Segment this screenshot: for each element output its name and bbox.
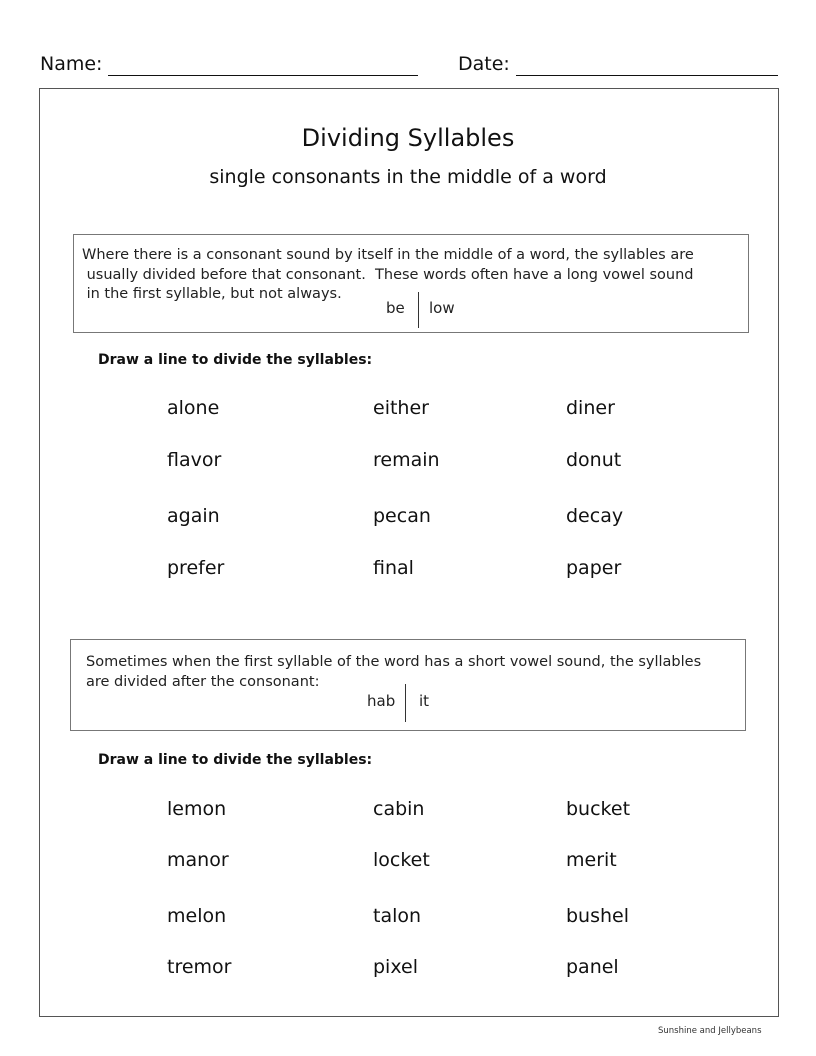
name-label: Name: xyxy=(40,53,103,75)
practice-word[interactable]: remain xyxy=(373,449,440,471)
practice-word[interactable]: either xyxy=(373,397,429,419)
practice-word[interactable]: merit xyxy=(566,849,617,871)
rule-text xyxy=(82,246,742,305)
practice-word[interactable]: pixel xyxy=(373,956,418,978)
rule-line: Where there is a consonant sound by itself in the middle of a word, the syllables are xyxy=(82,247,694,263)
date-line[interactable] xyxy=(516,55,778,76)
date-label: Date: xyxy=(458,53,510,75)
date-field xyxy=(458,52,778,76)
practice-word[interactable]: final xyxy=(373,557,414,579)
practice-word[interactable]: bucket xyxy=(566,798,631,820)
worksheet-border xyxy=(39,88,779,1017)
rule-line: in the first syllable, but not always. xyxy=(82,286,342,302)
practice-word[interactable]: paper xyxy=(566,557,622,579)
practice-word[interactable]: alone xyxy=(167,397,220,419)
syllable-divider-line xyxy=(418,292,419,328)
practice-word[interactable]: tremor xyxy=(167,956,232,978)
credit-footer: Sunshine and Jellybeans xyxy=(658,1026,762,1036)
practice-word[interactable]: decay xyxy=(566,505,624,527)
instruction-heading: Draw a line to divide the syllables: xyxy=(98,752,373,768)
rule-box-after-consonant xyxy=(70,639,746,731)
example-syllable-1: be xyxy=(386,299,405,317)
name-field xyxy=(40,52,418,76)
rule-text xyxy=(86,653,736,692)
page-title: Dividing Syllables xyxy=(301,124,515,152)
syllable-divider-line xyxy=(405,684,406,722)
name-line[interactable] xyxy=(108,55,418,76)
practice-word[interactable]: cabin xyxy=(373,798,425,820)
practice-word[interactable]: talon xyxy=(373,905,422,927)
instruction-heading: Draw a line to divide the syllables: xyxy=(98,352,373,368)
practice-word[interactable]: locket xyxy=(373,849,430,871)
practice-word[interactable]: melon xyxy=(167,905,227,927)
practice-word[interactable]: prefer xyxy=(167,557,225,579)
page-subtitle: single consonants in the middle of a word xyxy=(209,166,607,188)
rule-line: are divided after the consonant: xyxy=(86,673,320,690)
practice-word[interactable]: donut xyxy=(566,449,622,471)
practice-word[interactable]: pecan xyxy=(373,505,431,527)
rule-box-before-consonant xyxy=(73,234,749,333)
rule-line: usually divided before that consonant. These words often have a long vowel sound xyxy=(82,266,694,283)
practice-word[interactable]: panel xyxy=(566,956,619,978)
example-syllable-1: hab xyxy=(367,692,396,710)
practice-word[interactable]: manor xyxy=(167,849,229,871)
practice-word[interactable]: bushel xyxy=(566,905,630,927)
rule-line: Sometimes when the first syllable of the word has a short vowel sound, the syllables xyxy=(86,654,702,670)
example-syllable-2: it xyxy=(419,692,430,710)
practice-word[interactable]: again xyxy=(167,505,220,527)
practice-word[interactable]: flavor xyxy=(167,449,222,471)
practice-word[interactable]: lemon xyxy=(167,798,227,820)
practice-word[interactable]: diner xyxy=(566,397,615,419)
example-syllable-2: low xyxy=(429,299,455,317)
